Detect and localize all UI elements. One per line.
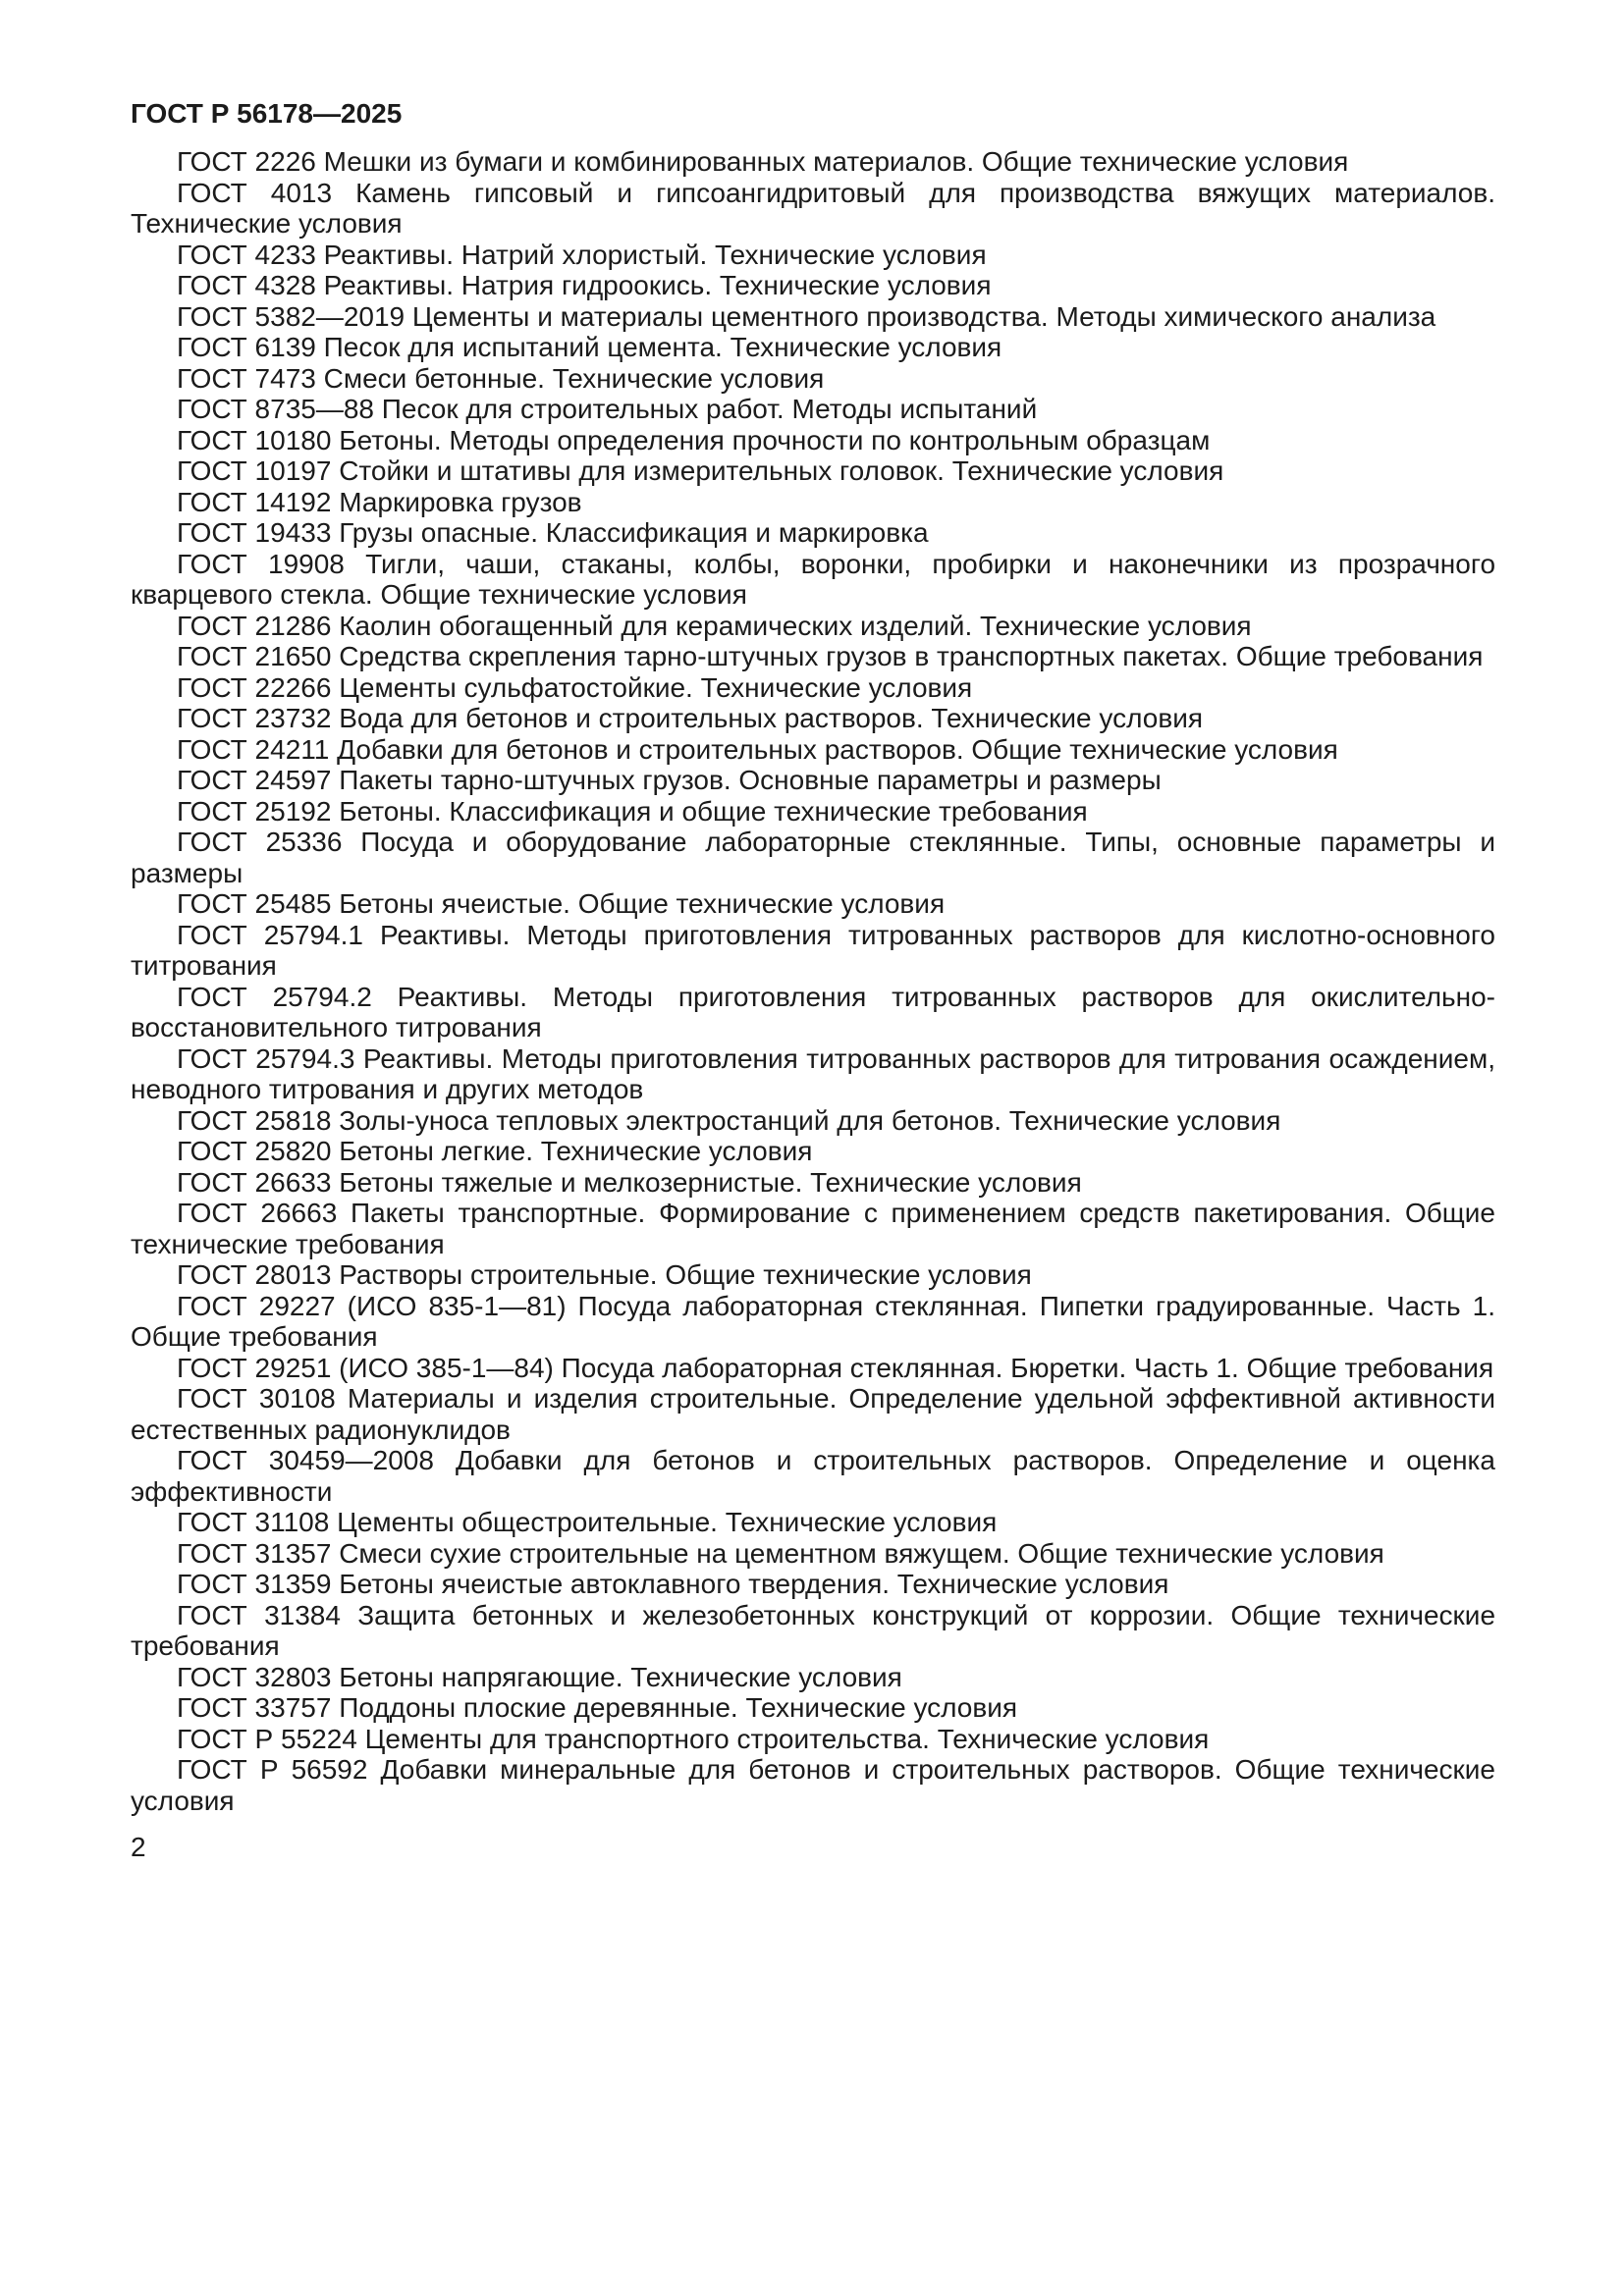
- reference-code: ГОСТ 4233: [177, 239, 316, 270]
- reference-entry: [131, 487, 1495, 518]
- reference-title: Пакеты транспортные. Формирование с применением средств пакетирования. Общие технические требования: [131, 1198, 1496, 1259]
- reference-title: Реактивы. Методы приготовления титрованных растворов для окислительно-восстановительного титрования: [131, 981, 1495, 1042]
- reference-code: ГОСТ 21286: [177, 610, 332, 641]
- reference-entry: [131, 1167, 1495, 1199]
- reference-code: ГОСТ 32803: [177, 1661, 332, 1692]
- reference-title: Посуда лабораторная стеклянная. Бюретки. Часть 1. Общие требования: [561, 1352, 1494, 1383]
- reference-entry: [131, 641, 1495, 672]
- reference-entry: [131, 425, 1495, 456]
- reference-code: ГОСТ 26633: [177, 1166, 332, 1198]
- reference-title: Песок для строительных работ. Методы испытаний: [381, 394, 1038, 424]
- reference-entry: [131, 1724, 1495, 1755]
- reference-code: ГОСТ 25336: [177, 827, 343, 857]
- reference-code: ГОСТ 28013: [177, 1259, 332, 1290]
- reference-code: ГОСТ 4013: [177, 177, 333, 208]
- reference-entry: [131, 146, 1495, 178]
- reference-entry: [131, 1353, 1495, 1384]
- reference-code: ГОСТ 22266: [177, 671, 332, 703]
- reference-entry: [131, 517, 1495, 549]
- reference-entry: [131, 920, 1495, 982]
- reference-entry: [131, 796, 1495, 828]
- reference-entry: [131, 1692, 1495, 1724]
- reference-code: ГОСТ 33757: [177, 1692, 332, 1723]
- reference-code: ГОСТ 4328: [177, 270, 316, 300]
- reference-code: ГОСТ 25818: [177, 1104, 332, 1136]
- reference-entry: [131, 363, 1495, 395]
- reference-code: ГОСТ 6139: [177, 332, 316, 362]
- reference-code: ГОСТ 29251 (ИСО 385-1—84): [177, 1352, 554, 1383]
- reference-code: ГОСТ 7473: [177, 362, 316, 394]
- reference-title: Цементы и материалы цементного производства. Методы химического анализа: [411, 300, 1436, 332]
- reference-code: ГОСТ 19908: [177, 548, 345, 579]
- reference-code: ГОСТ 30108: [177, 1383, 336, 1414]
- reference-entry: [131, 1259, 1495, 1291]
- reference-entry: [131, 1662, 1495, 1693]
- reference-title: Бетоны ячеистые автоклавного твердения. Технические условия: [339, 1569, 1169, 1599]
- reference-code: ГОСТ 14192: [177, 486, 332, 517]
- reference-entry: [131, 270, 1495, 301]
- reference-entry: [131, 1383, 1495, 1445]
- reference-code: ГОСТ 8735—88: [177, 394, 374, 424]
- reference-entry: [131, 703, 1495, 734]
- reference-code: ГОСТ 19433: [177, 517, 332, 548]
- reference-code: ГОСТ 10197: [177, 455, 332, 486]
- reference-title: Золы-уноса тепловых электростанций для бетонов. Технические условия: [339, 1104, 1281, 1136]
- reference-title: Реактивы. Натрий хлористый. Технические условия: [323, 239, 987, 270]
- reference-title: Защита бетонных и железобетонных конструкций от коррозии. Общие технические требования: [131, 1599, 1496, 1661]
- reference-title: Песок для испытаний цемента. Технические условия: [323, 332, 1002, 362]
- reference-entry: [131, 1291, 1495, 1353]
- reference-entry: [131, 672, 1495, 704]
- reference-code: ГОСТ 25192: [177, 795, 332, 827]
- reference-entry: [131, 734, 1495, 766]
- reference-title: Каолин обогащенный для керамических изделий. Технические условия: [339, 610, 1252, 641]
- reference-title: Цементы сульфатостойкие. Технические условия: [339, 671, 973, 703]
- reference-code: ГОСТ 2226: [177, 146, 316, 177]
- reference-entry: [131, 1136, 1495, 1167]
- reference-entry: [131, 888, 1495, 920]
- reference-entry: [131, 301, 1495, 333]
- reference-title: Бетоны. Классификация и общие технические требования: [339, 795, 1088, 827]
- reference-title: Поддоны плоские деревянные. Технические условия: [339, 1692, 1018, 1723]
- reference-code: ГОСТ 23732: [177, 703, 332, 733]
- reference-title: Вода для бетонов и строительных растворов. Технические условия: [339, 703, 1203, 733]
- reference-entry: [131, 1043, 1495, 1105]
- reference-entry: [131, 1569, 1495, 1600]
- page-number: 2: [131, 1832, 146, 1862]
- reference-code: ГОСТ 25820: [177, 1136, 332, 1166]
- reference-title: Реактивы. Методы приготовления титрованных растворов для титрования осаждением, неводного титрования и других методов: [131, 1042, 1495, 1104]
- reference-code: ГОСТ 25794.3: [177, 1042, 355, 1074]
- reference-title: Смеси бетонные. Технические условия: [323, 362, 825, 394]
- reference-entry: [131, 1538, 1495, 1570]
- reference-title: Тигли, чаши, стаканы, колбы, воронки, пробирки и наконечники из прозрачного кварцевого стекла. Общие технические условия: [131, 548, 1496, 610]
- reference-title: Бетоны легкие. Технические условия: [339, 1136, 813, 1166]
- reference-entry: [131, 455, 1495, 487]
- references-list: [131, 146, 1495, 1816]
- reference-title: Средства скрепления тарно-штучных грузов в транспортных пакетах. Общие требования: [339, 641, 1484, 671]
- reference-code: ГОСТ 25485: [177, 888, 332, 919]
- reference-title: Цементы общестроительные. Технические условия: [337, 1507, 998, 1537]
- reference-title: Бетоны тяжелые и мелкозернистые. Технические условия: [339, 1166, 1082, 1198]
- reference-title: Растворы строительные. Общие технические условия: [339, 1259, 1032, 1290]
- reference-title: Маркировка грузов: [339, 486, 582, 517]
- reference-title: Бетоны ячеистые. Общие технические условия: [339, 888, 946, 919]
- reference-entry: [131, 549, 1495, 611]
- reference-code: ГОСТ 24211: [177, 733, 330, 765]
- reference-entry: [131, 611, 1495, 642]
- reference-code: ГОСТ 10180: [177, 424, 332, 455]
- reference-entry: [131, 1198, 1495, 1259]
- reference-entry: [131, 178, 1495, 240]
- reference-entry: [131, 1754, 1495, 1816]
- reference-entry: [131, 240, 1495, 271]
- reference-title: Материалы и изделия строительные. Определение удельной эффективной активности естественных радионуклидов: [131, 1383, 1496, 1445]
- reference-title: Грузы опасные. Классификация и маркировка: [339, 517, 929, 548]
- reference-code: ГОСТ 31108: [177, 1507, 330, 1537]
- reference-title: Добавки для бетонов и строительных растворов. Определение и оценка эффективности: [131, 1445, 1495, 1507]
- reference-title: Мешки из бумаги и комбинированных материалов. Общие технические условия: [323, 146, 1349, 177]
- reference-code: ГОСТ 30459—2008: [177, 1445, 434, 1475]
- reference-entry: [131, 765, 1495, 796]
- reference-title: Добавки минеральные для бетонов и строительных растворов. Общие технические условия: [131, 1754, 1496, 1816]
- reference-code: ГОСТ 21650: [177, 641, 332, 671]
- reference-code: ГОСТ Р 55224: [177, 1723, 357, 1754]
- reference-title: Пакеты тарно-штучных грузов. Основные параметры и размеры: [339, 765, 1162, 795]
- reference-title: Реактивы. Натрия гидроокись. Технические условия: [323, 270, 992, 300]
- reference-code: ГОСТ 31359: [177, 1569, 332, 1599]
- reference-code: ГОСТ 31357: [177, 1537, 332, 1569]
- reference-code: ГОСТ 24597: [177, 765, 332, 795]
- reference-code: ГОСТ 26663: [177, 1198, 338, 1228]
- reference-code: ГОСТ 29227 (ИСО 835-1—81): [177, 1290, 567, 1321]
- reference-entry: [131, 1105, 1495, 1137]
- reference-code: ГОСТ 31384: [177, 1599, 341, 1630]
- reference-title: Добавки для бетонов и строительных растворов. Общие технические условия: [337, 733, 1338, 765]
- reference-entry: [131, 982, 1495, 1043]
- reference-code: ГОСТ 5382—2019: [177, 300, 406, 332]
- reference-title: Посуда и оборудование лабораторные стеклянные. Типы, основные параметры и размеры: [131, 827, 1495, 888]
- reference-code: ГОСТ 25794.2: [177, 981, 372, 1012]
- reference-title: Реактивы. Методы приготовления титрованных растворов для кислотно-основного титрования: [131, 919, 1495, 981]
- reference-title: Бетоны. Методы определения прочности по контрольным образцам: [339, 424, 1211, 455]
- reference-title: Бетоны напрягающие. Технические условия: [339, 1661, 902, 1692]
- reference-entry: [131, 1445, 1495, 1507]
- reference-code: ГОСТ 25794.1: [177, 919, 363, 950]
- document-code-header: ГОСТ Р 56178—2025: [131, 98, 403, 129]
- reference-title: Цементы для транспортного строительства. Технические условия: [364, 1723, 1210, 1754]
- reference-entry: [131, 1507, 1495, 1538]
- reference-title: Посуда лабораторная стеклянная. Пипетки градуированные. Часть 1. Общие требования: [131, 1290, 1495, 1352]
- reference-title: Камень гипсовый и гипсоангидритовый для производства вяжущих материалов. Технические условия: [131, 177, 1496, 239]
- reference-title: Стойки и штативы для измерительных головок. Технические условия: [339, 455, 1224, 486]
- reference-code: ГОСТ Р 56592: [177, 1754, 368, 1785]
- reference-title: Смеси сухие строительные на цементном вяжущем. Общие технические условия: [339, 1537, 1384, 1569]
- reference-entry: [131, 827, 1495, 888]
- reference-entry: [131, 1600, 1495, 1662]
- reference-entry: [131, 394, 1495, 425]
- reference-entry: [131, 332, 1495, 363]
